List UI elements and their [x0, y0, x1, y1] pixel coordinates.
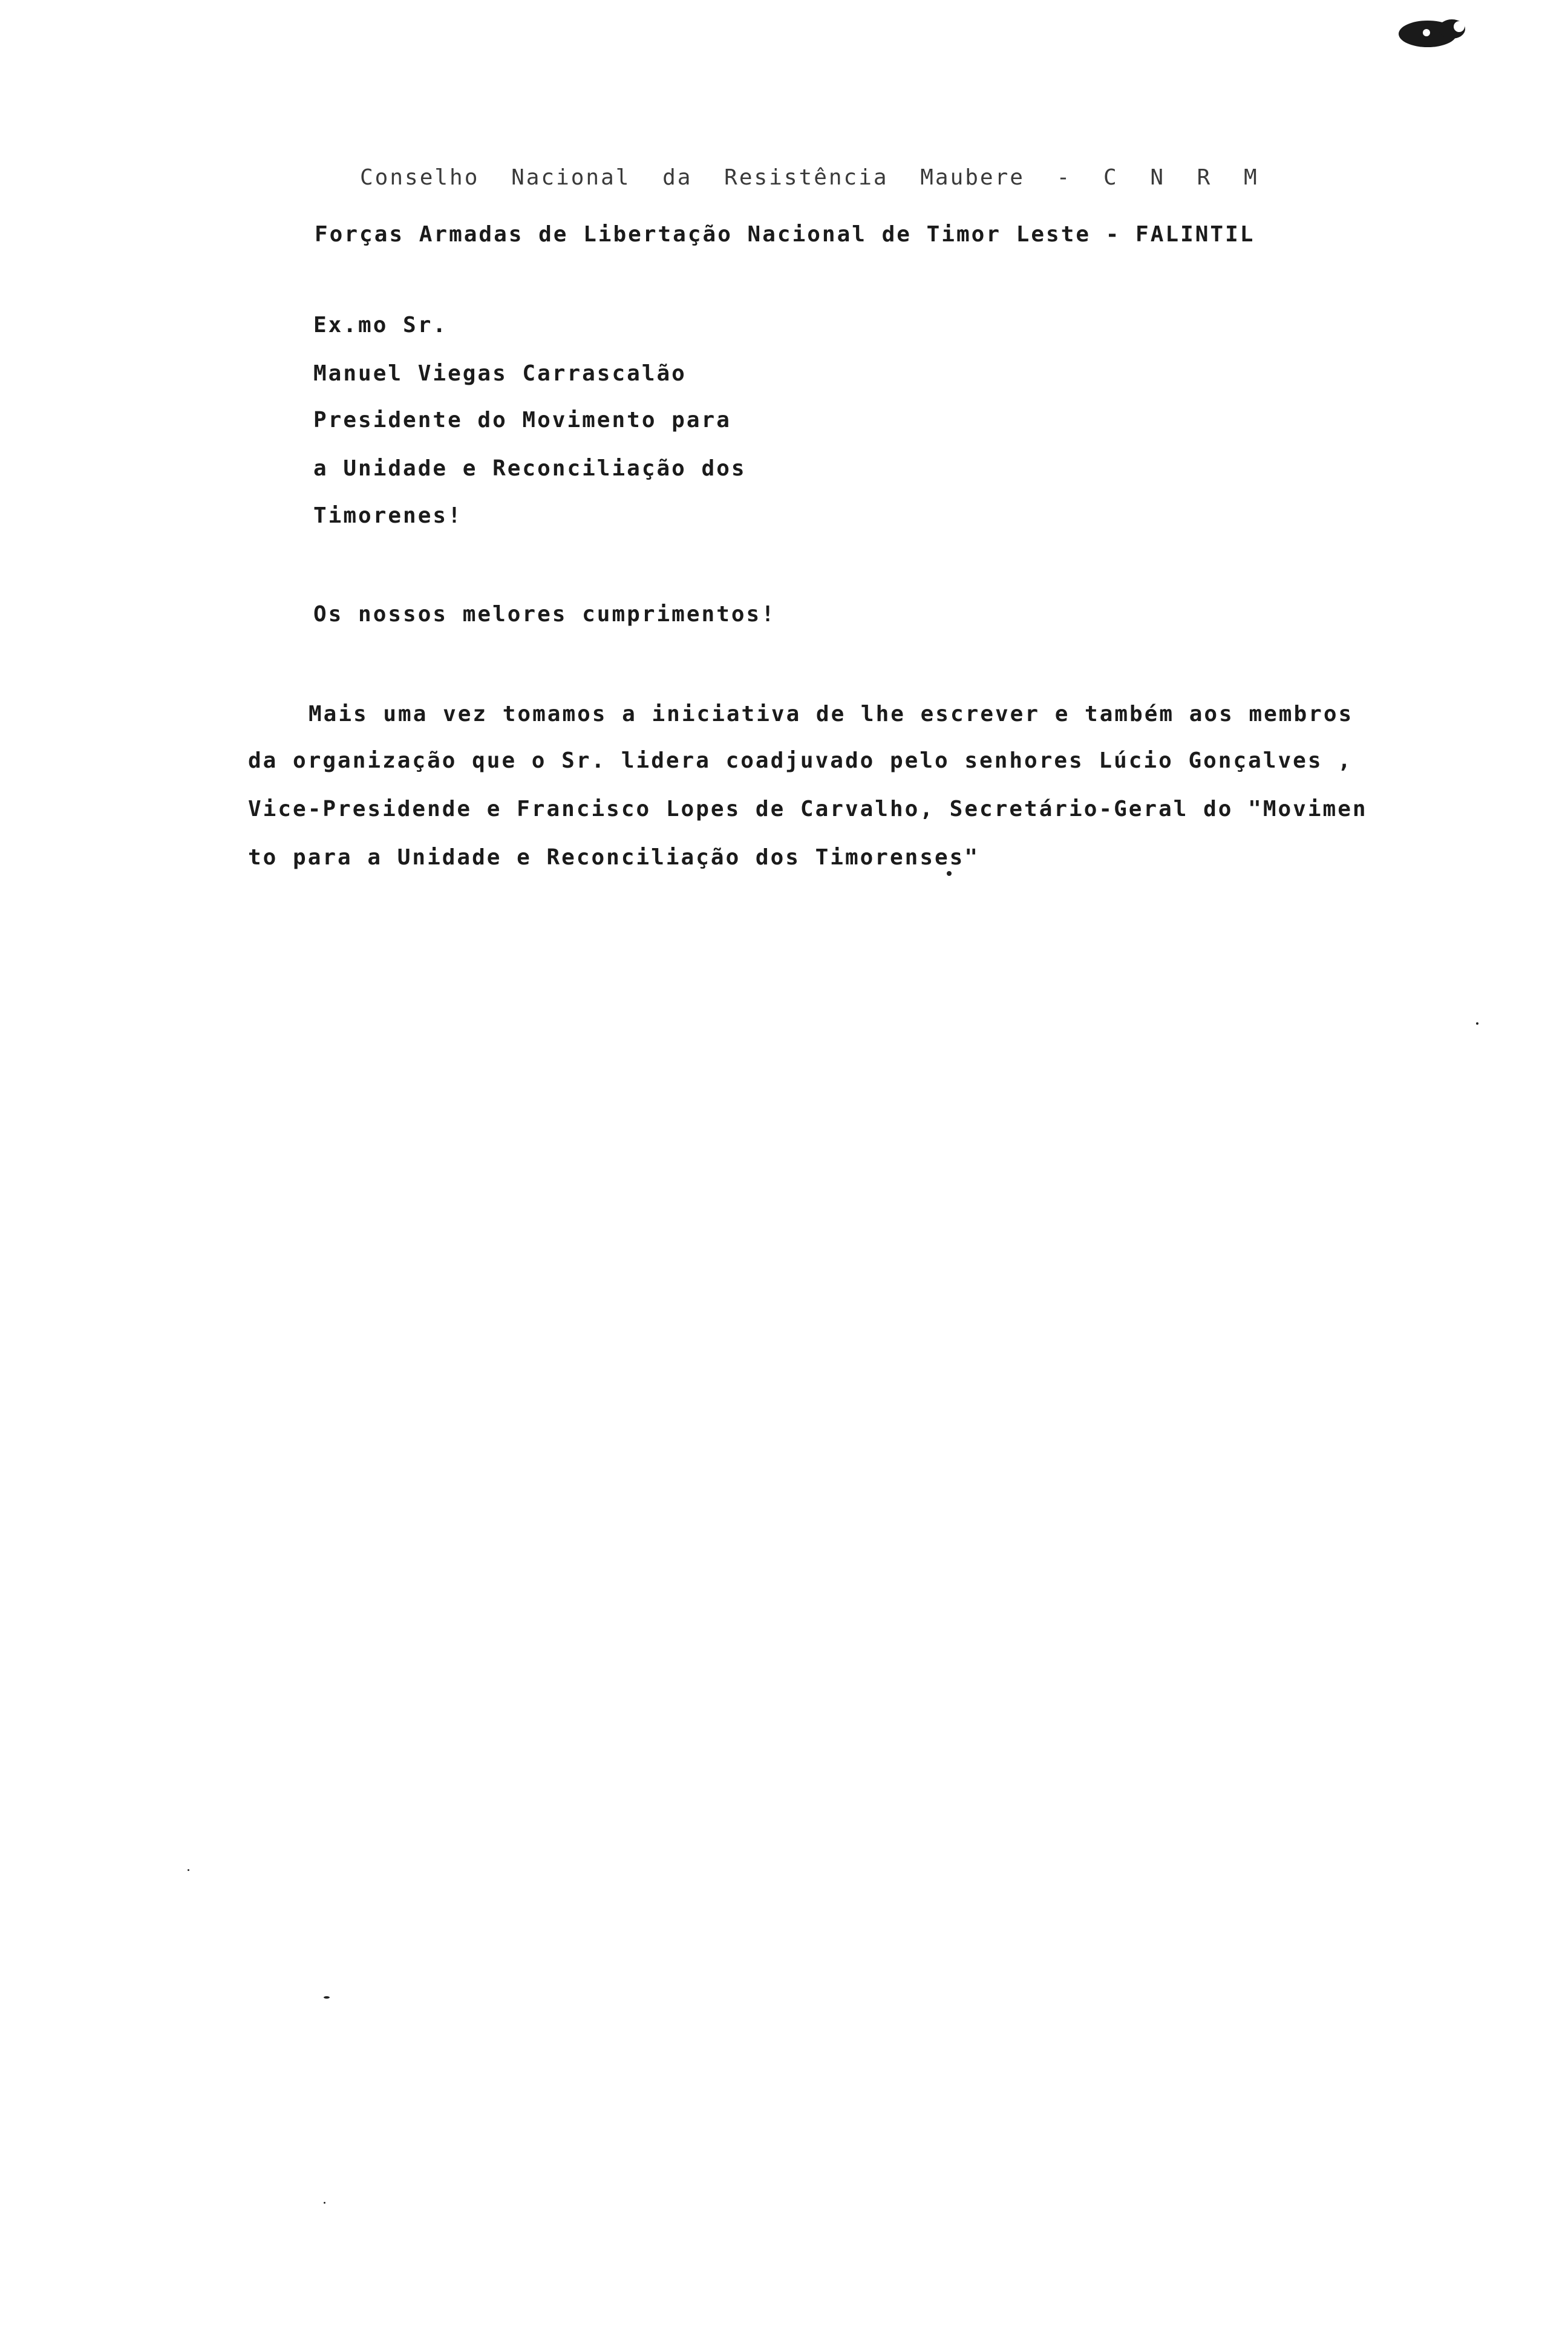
body-line: to para a Unidade e Reconciliação dos Timorenses" [248, 845, 980, 870]
ink-smudge [1391, 11, 1476, 53]
address-recipient-organization-end: Timorenes! [313, 503, 463, 528]
ink-speck [324, 2202, 325, 2204]
body-line: da organização que o Sr. lidera coadjuvado pelo senhores Lúcio Gonçalves , [248, 748, 1353, 773]
address-recipient-name: Manuel Viegas Carrascalão [313, 361, 687, 386]
ink-speck [188, 1869, 189, 1871]
ink-speck [324, 1996, 330, 1999]
header-organization-falintil: Forças Armadas de Libertação Nacional de Timor Leste - FALINTIL [315, 222, 1255, 247]
address-recipient-title: Presidente do Movimento para [313, 408, 731, 433]
header-organization-cnrm: Conselho Nacional da Resistência Maubere - C N R M [360, 165, 1259, 190]
address-salutation: Ex.mo Sr. [313, 313, 448, 338]
greeting: Os nossos melores cumprimentos! [313, 602, 776, 627]
body-line: Mais uma vez tomamos a iniciativa de lhe escrever e também aos membros [309, 702, 1354, 726]
ink-speck [1476, 1022, 1478, 1025]
ink-speck [947, 871, 952, 876]
body-line: Vice-Presidende e Francisco Lopes de Carvalho, Secretário-Geral do "Movimen [248, 797, 1368, 821]
address-recipient-organization: a Unidade e Reconciliação dos [313, 456, 746, 481]
